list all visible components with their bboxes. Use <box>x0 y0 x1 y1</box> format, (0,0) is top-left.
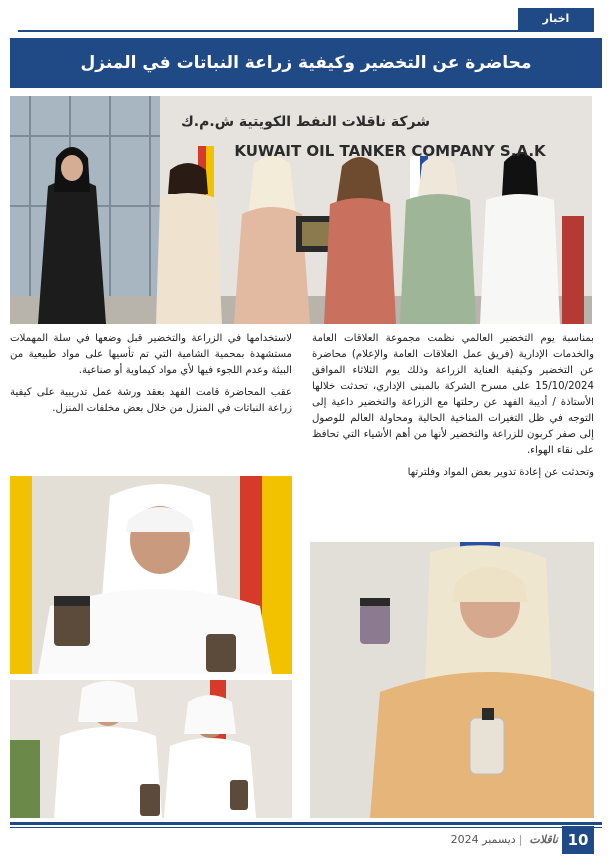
wall-sign-english: KUWAIT OIL TANKER COMPANY S.A.K <box>234 142 546 160</box>
section-divider <box>18 30 594 32</box>
footer-divider <box>10 822 602 825</box>
wall-sign-arabic: شركة ناقلات النفط الكويتية ش.م.ك <box>180 114 430 130</box>
footer-masthead: ناقلات|ديسمبر 2024 <box>450 833 558 846</box>
page-number: 10 <box>562 826 594 854</box>
workshop-photo-two-men <box>10 680 292 818</box>
article-column-right <box>312 331 594 487</box>
paragraph: بمناسبة يوم التخضير العالمي نظمت مجموعة العلاقات العامة والخدمات الإدارية (فريق عمل العلاقات العامة والإعلام) محاضرة عن التخضير وكيفية العناية الزراعة وذلك يوم الثلاثاء الموافق 15/10/2024 على مسرح الشركة بالمبنى الإداري، تحدثت خلالها الأستاذة / أديبة الفهد عن رحلتها مع الزراعة والتخضير داعية إلى التوجه في ظل التغيرات المناخية الحالية ومحاولة العالم للوصول إلى صفر كربون للزراعة والتخضير لأنها من أهم الأشياء التي تحافظ على نقاء الهواء. <box>312 333 594 456</box>
footer-divider-thin <box>10 827 602 828</box>
workshop-photo-man-jar <box>10 476 292 674</box>
paragraph: وتحدثت عن إعادة تدوير بعض المواد وفلترتها <box>407 467 594 478</box>
paragraph: لاستخدامها في الزراعة والتخضير قبل وضعها في سلة المهملات مستشهدة بمحمية الشامية التي تم تأسيها على مواد طبيعية من البيئة وعدم اللجوء فيها لأي مواد كيماوية أو صناعية. <box>10 333 292 376</box>
section-label: اخبار <box>518 8 594 30</box>
event-date: 15/10/2024 <box>535 381 594 392</box>
magazine-name: ناقلات <box>529 833 558 846</box>
article-headline: محاضرة عن التخضير وكيفية زراعة النباتات في المنزل <box>10 38 602 88</box>
issue-date: ديسمبر 2024 <box>450 833 516 846</box>
group-photo <box>10 96 592 324</box>
paragraph: عقب المحاضرة قامت الفهد بعقد ورشة عمل تدريبية على كيفية زراعة النباتات في المنزل من خلال بعض مخلفات المنزل. <box>10 387 292 414</box>
article-column-left <box>10 331 292 423</box>
workshop-photo-lecturer <box>310 542 594 818</box>
